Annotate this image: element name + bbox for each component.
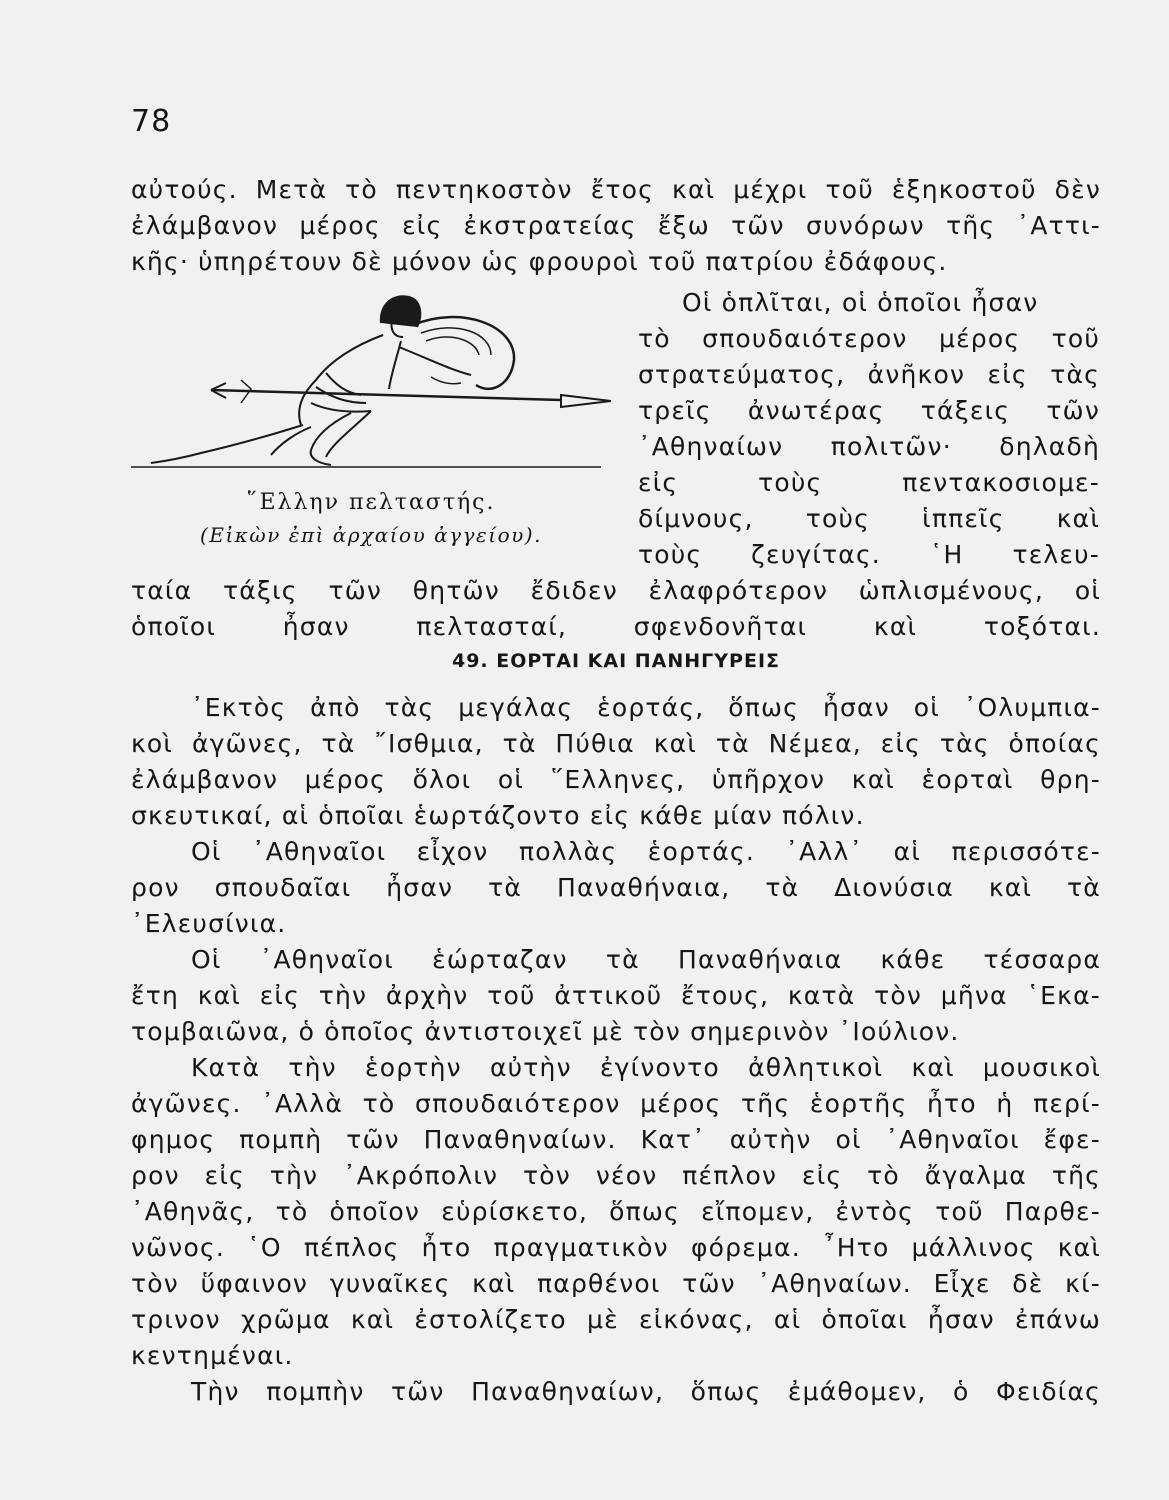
text-line: αὐτούς. Μετὰ τὸ πεντηκοστὸν ἔτος καὶ μέχρι τοῦ ἑξηκοστοῦ δὲν: [131, 175, 1101, 204]
text-line: ἐλάμβανον μέρος ὅλοι οἱ ῞Ελληνες, ὑπῆρχον καὶ ἑορταὶ θρη-: [131, 765, 1101, 794]
peltast-illustration: [131, 285, 601, 555]
text-line: τοὺς ζευγίτας. ῾Η τελευ-: [638, 540, 1100, 569]
text-line: ᾿Αθηναίων πολιτῶν· δηλαδὴ: [638, 432, 1100, 461]
text-line: ἔτη καὶ εἰς τὴν ἀρχὴν τοῦ ἀττικοῦ ἔτους, κατὰ τὸν μῆνα ῾Εκα-: [131, 981, 1101, 1010]
text-line: Οἱ ᾿Αθηναῖοι ἑώρταζαν τὰ Παναθήναια κάθε τέσσαρα: [191, 945, 1101, 974]
continuation-paragraph: [131, 573, 1101, 645]
page-number: 78: [131, 104, 172, 139]
text-line: στρατεύματος, ἀνῆκον εἰς τὰς: [638, 360, 1100, 389]
text-line: ἀγῶνες. ᾿Αλλὰ τὸ σπουδαιότερον μέρος τῆς ἑορτῆς ἦτο ἡ περί-: [131, 1089, 1101, 1118]
text-line: κεντημέναι.: [131, 1341, 294, 1370]
text-line: νῶνος. ῾Ο πέπλος ἦτο πραγματικὸν φόρεμα. ῏Ητο μάλλινος καὶ: [131, 1233, 1101, 1262]
text-line: ἐλάμβανον μέρος εἰς ἐκστρατείας ἔξω τῶν συνόρων τῆς ᾿Αττι-: [131, 211, 1101, 240]
text-line: ρον εἰς τὴν ᾿Ακρόπολιν τὸν νέον πέπλον εἰς τὸ ἄγαλμα τῆς: [131, 1161, 1101, 1190]
text-line: ὁποῖοι ἦσαν πελτασταί, σφενδονῆται καὶ τοξόται.: [131, 612, 1101, 641]
text-line: ρον σπουδαῖαι ἦσαν τὰ Παναθήναια, τὰ Διονύσια καὶ τὰ: [131, 873, 1101, 902]
text-line: ᾿Ελευσίνια.: [131, 909, 287, 938]
section-title: 49. ΕΟΡΤΑΙ ΚΑΙ ΠΑΝΗΓΥΡΕΙΣ: [451, 650, 781, 672]
text-line: Οἱ ᾿Αθηναῖοι εἶχον πολλὰς ἑορτάς. ᾿Αλλ᾿ αἱ περισσότε-: [191, 837, 1101, 866]
peltast-drawing: [131, 285, 611, 485]
figure-caption: ῞Ελλην πελταστής.: [246, 490, 496, 515]
text-line: τρεῖς ἀνωτέρας τάξεις τῶν: [638, 396, 1100, 425]
text-line: σκευτικαί, αἱ ὁποῖαι ἑωρτάζοντο εἰς κάθε μίαν πόλιν.: [131, 801, 865, 830]
text-line: τομβαιῶνα, ὁ ὁποῖος ἀντιστοιχεῖ μὲ τὸν σημερινὸν ᾿Ιούλιον.: [131, 1017, 960, 1046]
text-line: δίμνους, τοὺς ἱππεῖς καὶ: [638, 504, 1100, 533]
text-line: Κατὰ τὴν ἑορτὴν αὐτὴν ἐγίνοντο ἀθλητικοὶ καὶ μουσικοὶ: [191, 1053, 1101, 1082]
text-line: κῆς· ὑπηρέτουν δὲ μόνον ὡς φρουροὶ τοῦ πατρίου ἐδάφους.: [131, 247, 948, 276]
section-body: [131, 690, 1101, 1410]
text-line: φημος πομπὴ τῶν Παναθηναίων. Κατ᾿ αὐτὴν οἱ ᾿Αθηναῖοι ἔφε-: [131, 1125, 1101, 1154]
text-line: ᾿Αθηνᾶς, τὸ ὁποῖον εὑρίσκετο, ὅπως εἴπομεν, ἐντὸς τοῦ Παρθε-: [131, 1197, 1101, 1226]
text-line: κοὶ ἀγῶνες, τὰ ῎Ισθμια, τὰ Πύθια καὶ τὰ Νέμεα, εἰς τὰς ὁποίας: [131, 729, 1101, 758]
text-line: εἰς τοὺς πεντακοσιομε-: [638, 468, 1100, 497]
text-line: τὸ σπουδαιότερον μέρος τοῦ: [638, 324, 1100, 353]
text-line: τρινον χρῶμα καὶ ἐστολίζετο μὲ εἰκόνας, αἱ ὁποῖαι ἦσαν ἐπάνω: [131, 1305, 1101, 1334]
text-line: τὸν ὕφαινον γυναῖκες καὶ παρθένοι τῶν ᾿Αθηναίων. Εἶχε δὲ κί-: [131, 1269, 1101, 1298]
text-line: Οἱ ὁπλῖται, οἱ ὁποῖοι ἦσαν: [682, 288, 1039, 317]
text-line: ταία τάξις τῶν θητῶν ἔδιδεν ἐλαφρότερον ὡπλισμένους, οἱ: [131, 576, 1101, 605]
text-line: Τὴν πομπὴν τῶν Παναθηναίων, ὅπως ἐμάθομεν, ὁ Φειδίας: [191, 1377, 1101, 1406]
figure-subcaption: (Εἰκὼν ἐπὶ ἀρχαίου ἀγγείου).: [200, 523, 542, 547]
top-paragraph: [131, 172, 1101, 280]
text-line: ᾿Εκτὸς ἀπὸ τὰς μεγάλας ἑορτάς, ὅπως ἦσαν οἱ ᾿Ολυμπια-: [191, 693, 1101, 722]
side-paragraph: [638, 285, 1100, 573]
